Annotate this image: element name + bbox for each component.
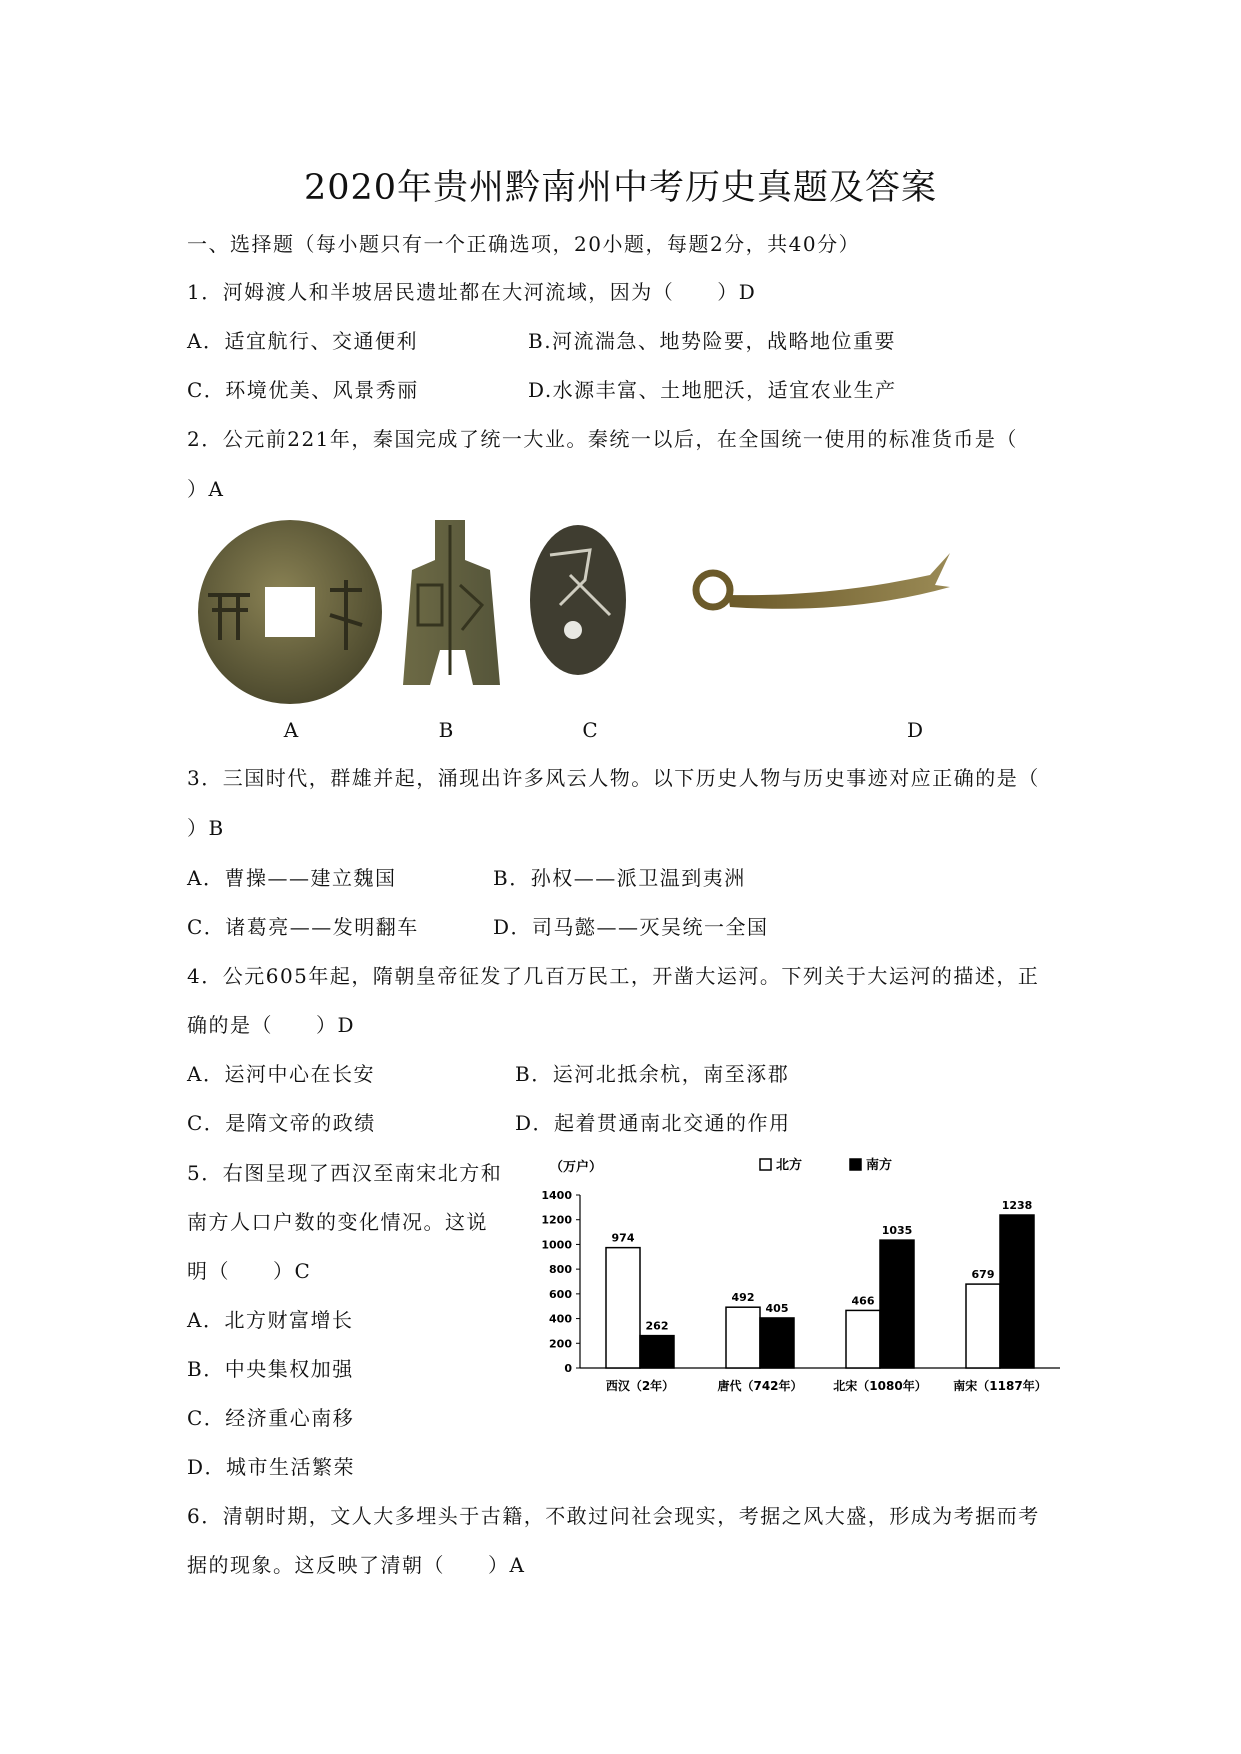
coin-label-c: C <box>582 718 598 742</box>
bar <box>606 1248 640 1368</box>
y-axis-label: （万户） <box>550 1160 603 1175</box>
y-tick-label: 600 <box>549 1287 572 1301</box>
q2-stem: 2．公元前221年，秦国完成了统一大业。秦统一以后，在全国统一使用的标准货币是（ <box>187 427 1018 451</box>
y-tick-label: 800 <box>549 1263 572 1277</box>
bar <box>966 1284 1000 1368</box>
data-label: 492 <box>731 1291 755 1305</box>
q3-stem-cont: ）B <box>187 816 225 840</box>
knife-coin-image <box>696 553 950 609</box>
data-label: 679 <box>971 1268 995 1282</box>
spade-coin-image <box>403 520 500 685</box>
q3-option-c: C．诸葛亮——发明翻车 <box>187 915 419 939</box>
q5-option-b: B．中央集权加强 <box>187 1357 354 1381</box>
q5-option-d: D．城市生活繁荣 <box>187 1455 356 1479</box>
q4-option-b: B．运河北抵余杭，南至涿郡 <box>515 1062 790 1086</box>
y-tick-label: 200 <box>549 1337 572 1351</box>
q5-stem-1: 5．右图呈现了西汉至南宋北方和 <box>187 1161 503 1185</box>
q1-option-d: D.水源丰富、土地肥沃，适宜农业生产 <box>528 378 897 402</box>
coin-label-d: D <box>906 718 924 742</box>
y-tick-label: 0 <box>564 1362 572 1375</box>
bar <box>760 1318 794 1368</box>
legend-label-1: 南方 <box>866 1158 893 1173</box>
q1-option-a: A．适宜航行、交通便利 <box>187 329 418 353</box>
q4-option-a: A．运河中心在长安 <box>187 1062 375 1086</box>
data-label: 466 <box>851 1294 875 1308</box>
q6-stem: 6．清朝时期，文人大多埋头于古籍，不敢过问社会现实，考据之风大盛，形成为考据而考 <box>187 1504 1040 1528</box>
q4-option-c: C．是隋文帝的政绩 <box>187 1111 376 1135</box>
q3-option-b: B．孙权——派卫温到夷洲 <box>493 866 746 890</box>
legend-label-0: 北方 <box>776 1158 803 1173</box>
q5-stem-3: 明（ ）C <box>187 1259 312 1283</box>
section-heading: 一、选择题（每小题只有一个正确选项，20小题，每题2分，共40分） <box>187 232 861 256</box>
population-chart <box>530 1150 1070 1400</box>
category-label: 北宋（1080年） <box>833 1379 927 1393</box>
category-label: 南宋（1187年） <box>953 1379 1047 1393</box>
data-label: 262 <box>645 1319 669 1333</box>
q1-option-c: C．环境优美、风景秀丽 <box>187 378 419 402</box>
q5-option-a: A．北方财富增长 <box>187 1308 354 1332</box>
antnose-coin-image <box>530 525 626 675</box>
data-label: 974 <box>611 1231 635 1245</box>
q2-stem-cont: ）A <box>187 477 225 501</box>
data-label: 405 <box>765 1301 789 1315</box>
bar <box>846 1310 880 1368</box>
q5-option-c: C．经济重心南移 <box>187 1406 355 1430</box>
q4-option-d: D．起着贯通南北交通的作用 <box>515 1111 791 1135</box>
coin-label-b: B <box>438 718 454 742</box>
bar <box>1000 1215 1034 1368</box>
q3-stem: 3．三国时代，群雄并起，涌现出许多风云人物。以下历史人物与历史事迹对应正确的是（ <box>187 766 1040 790</box>
q6-stem-cont: 据的现象。这反映了清朝（ ）A <box>187 1553 526 1577</box>
y-tick-label: 1200 <box>541 1213 572 1227</box>
bar <box>880 1240 914 1368</box>
banliang-coin-image <box>198 520 382 704</box>
bar <box>640 1336 674 1368</box>
q4-stem-cont: 确的是（ ）D <box>187 1013 356 1037</box>
q1-option-b: B.河流湍急、地势险要，战略地位重要 <box>528 329 897 353</box>
q3-option-a: A．曹操——建立魏国 <box>187 866 397 890</box>
legend-swatch-1 <box>850 1159 861 1170</box>
y-tick-label: 1000 <box>541 1238 572 1252</box>
q4-stem: 4．公元605年起，隋朝皇帝征发了几百万民工，开凿大运河。下列关于大运河的描述，正 <box>187 964 1040 988</box>
legend-swatch-0 <box>760 1159 771 1170</box>
data-label: 1035 <box>881 1224 913 1238</box>
q1-stem: 1．河姆渡人和半坡居民遗址都在大河流域，因为（ ）D <box>187 280 757 304</box>
q5-stem-2: 南方人口户数的变化情况。这说 <box>187 1210 488 1234</box>
y-tick-label: 1400 <box>541 1189 572 1202</box>
page-title: 2020年贵州黔南州中考历史真题及答案 <box>303 168 938 208</box>
coin-label-a: A <box>283 718 299 742</box>
category-label: 唐代（742年） <box>717 1379 803 1393</box>
coin-images <box>190 515 1070 715</box>
category-label: 西汉（2年） <box>605 1379 675 1393</box>
q3-option-d: D．司马懿——灭吴统一全国 <box>493 915 769 939</box>
y-tick-label: 400 <box>549 1312 572 1326</box>
data-label: 1238 <box>1001 1199 1033 1213</box>
bar <box>726 1307 760 1368</box>
